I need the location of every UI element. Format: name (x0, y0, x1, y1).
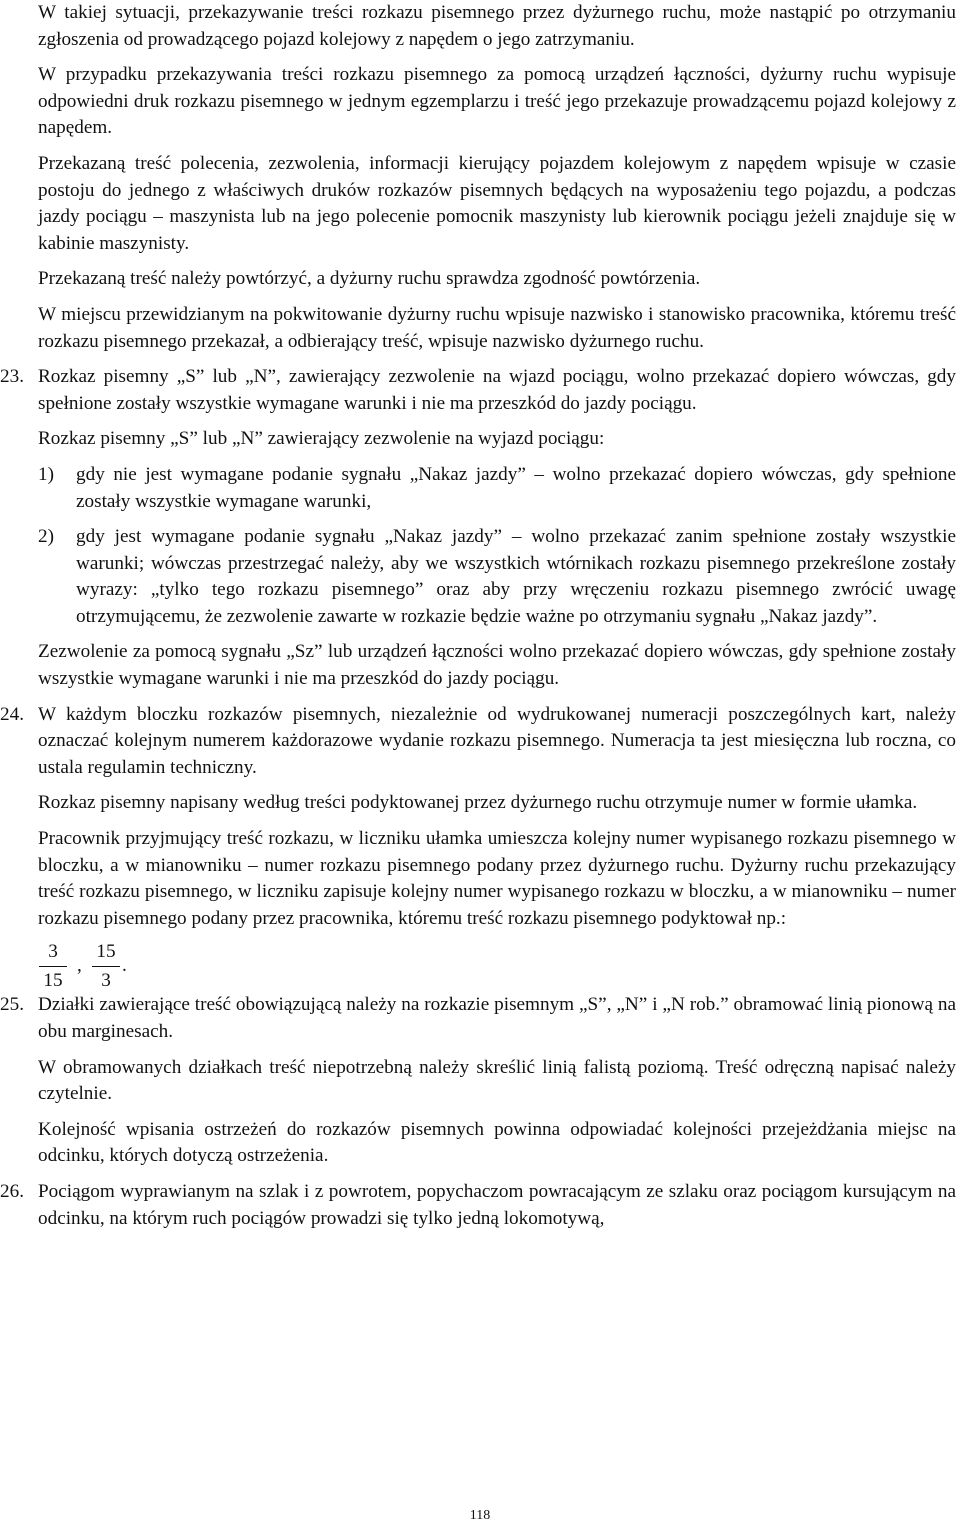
list-item (38, 524, 956, 630)
paragraph-sz-signal: Zezwolenie za pomocą sygnału „Sz” lub urządzeń łączności wolno przekazać dopiero wówczas, gdy spełnione zostały wszystkie wymagane warunki i nie ma przeszkód do jazdy pociągu. (38, 641, 956, 690)
paragraph-driver-entry: Przekazaną treść polecenia, zezwolenia, informacji kierujący pojazdem kolejowym z napędem wpisuje w czasie postoju do jednego z właściwych druków rozkazów pisemnych będących na wyposażeniu tego pojazdu, a podczas jazdy pociągu – maszynista lub na jego polecenie pomocnik maszynisty lub kierownik pociągu jeżeli znajduje się w kabinie maszynisty. (38, 152, 956, 254)
paragraph-repeat-check: Przekazaną treść należy powtórzyć, a dyżurny ruchu sprawdza zgodność powtórzenia. (38, 268, 701, 290)
paragraph-notice-transfer: W takiej sytuacji, przekazywanie treści rozkazu pisemnego przez dyżurnego ruchu, może nastąpić po otrzymaniu zgłoszenia od prowadzącego pojazd kolejowy z napędem o jego zatrzymaniu. (38, 2, 956, 50)
section-text: W każdym bloczku rozkazów pisemnych, niezależnie od wydrukowanej numeracji poszczególnych kart, należy oznaczać kolejnym numerem każdorazowe wydanie rozkazu pisemnego. Numeracja ta jest miesięczna lub roczna, co ustala regulamin techniczny. (38, 703, 956, 778)
paragraph-exit-order: Rozkaz pisemny „S” lub „N” zawierający zezwolenie na wyjazd pociągu: (38, 428, 605, 450)
fraction-first (38, 940, 68, 993)
list-item-text: gdy nie jest wymagane podanie sygnału „Nakaz jazdy” – wolno przekazać dopiero wówczas, gdy spełnione zostały wszystkie wymagane warunki, (76, 463, 956, 512)
section-text: Rozkaz pisemny „S” lub „N”, zawierający zezwolenie na wjazd pociągu, wolno przekazać dopiero wówczas, gdy spełnione zostały wszystkie wymagane warunki i nie ma przeszkód do jazdy pociągu. (38, 366, 956, 414)
section-text: Działki zawierające treść obowiązującą należy na rozkazie pisemnym „S”, „N” i „N rob.” obramować linią pionową na obu marginesach. (38, 994, 956, 1042)
section-number: 26. (0, 1180, 24, 1202)
paragraph-numerator-denominator: Pracownik przyjmujący treść rozkazu, w liczniku ułamka umieszcza kolejny numer wypisanego rozkazu pisemnego w bloczku, a w mianowniku – numer rozkazu pisemnego podany przez dyżurnego ruchu. Dyżurny ruchu przekazujący treść rozkazu pisemnego, w liczniku zapisuje kolejny numer wypisanego rozkazu w bloczku, a w mianowniku – numer rozkazu pisemnego podany przez pracownika, któremu treść rozkazu pisemnego podyktował np.: (38, 828, 956, 929)
paragraph-communication-devices: W przypadku przekazywania treści rozkazu pisemnego za pomocą urządzeń łączności, dyżurny ruchu wypisuje odpowiedni druk rozkazu pisemnego w jednym egzemplarzu i treść jego przekazuje prowadzącemu pojazd kolejowy z napędem. (38, 64, 956, 139)
paragraph-warnings-order: Kolejność wpisania ostrzeżeń do rozkazów pisemnych powinna odpowiadać kolejności przejeżdżania miejsc na odcinku, których dotyczą ostrzeżenia. (38, 1118, 956, 1167)
section-number: 24. (0, 703, 24, 725)
fraction-denominator: 3 (101, 970, 111, 992)
list-item-label: 2) (38, 526, 54, 548)
page-number: 118 (469, 1508, 491, 1523)
fraction-example (38, 940, 956, 992)
section-23 (0, 364, 956, 417)
fraction-numerator: 3 (48, 941, 58, 963)
section-24 (0, 702, 956, 782)
section-number: 23. (0, 366, 24, 388)
paragraph-receipt: W miejscu przewidzianym na pokwitowanie dyżurny ruchu wpisuje nazwisko i stanowisko pracownika, któremu treść rozkazu pisemnego przekazał, a odbierający treść, wpisuje nazwisko dyżurnego ruchu. (38, 303, 956, 352)
fraction-denominator: 15 (43, 970, 63, 992)
fraction-bar (39, 966, 67, 967)
paragraph-fraction-number: Rozkaz pisemny napisany według treści podyktowanej przez dyżurnego ruchu otrzymuje numer w formie ułamka. (38, 792, 918, 814)
list-item (38, 462, 956, 515)
section-25 (0, 992, 956, 1045)
list-item-label: 1) (38, 463, 54, 485)
section-number: 25. (0, 994, 24, 1016)
fraction-end-period: . (122, 955, 127, 977)
list-item-text: gdy jest wymagane podanie sygnału „Nakaz jazdy” – wolno przekazać zanim spełnione zostały wszystkie warunki; wówczas przestrzegać należy, aby we wszystkich wtórnikach rozkazu pisemnego przekreślone zostały wyrazy: „tylko tego rozkazu pisemnego” oraz aby przy wręczeniu rozkazu pisemnego zwrócić uwagę otrzymującemu, że zezwolenie zawarte w rozkazie będzie ważne po otrzymaniu sygnału „Nakaz jazdy”. (76, 526, 956, 627)
fraction-bar (92, 966, 120, 967)
section-text: Pociągom wyprawianym na szlak i z powrotem, popychaczom powracającym ze szlaku oraz pociągom kursującym na odcinku, na którym ruch pociągów prowadzi się tylko jedną lokomotywą, (38, 1180, 956, 1229)
fraction-numerator: 15 (96, 941, 116, 963)
fraction-second (91, 940, 121, 993)
paragraph-wavy-line: W obramowanych działkach treść niepotrzebną należy skreślić linią falistą poziomą. Treść odręczną napisać należy czytelnie. (38, 1056, 956, 1105)
fraction-separator: , (77, 955, 82, 977)
section-26 (0, 1179, 956, 1232)
